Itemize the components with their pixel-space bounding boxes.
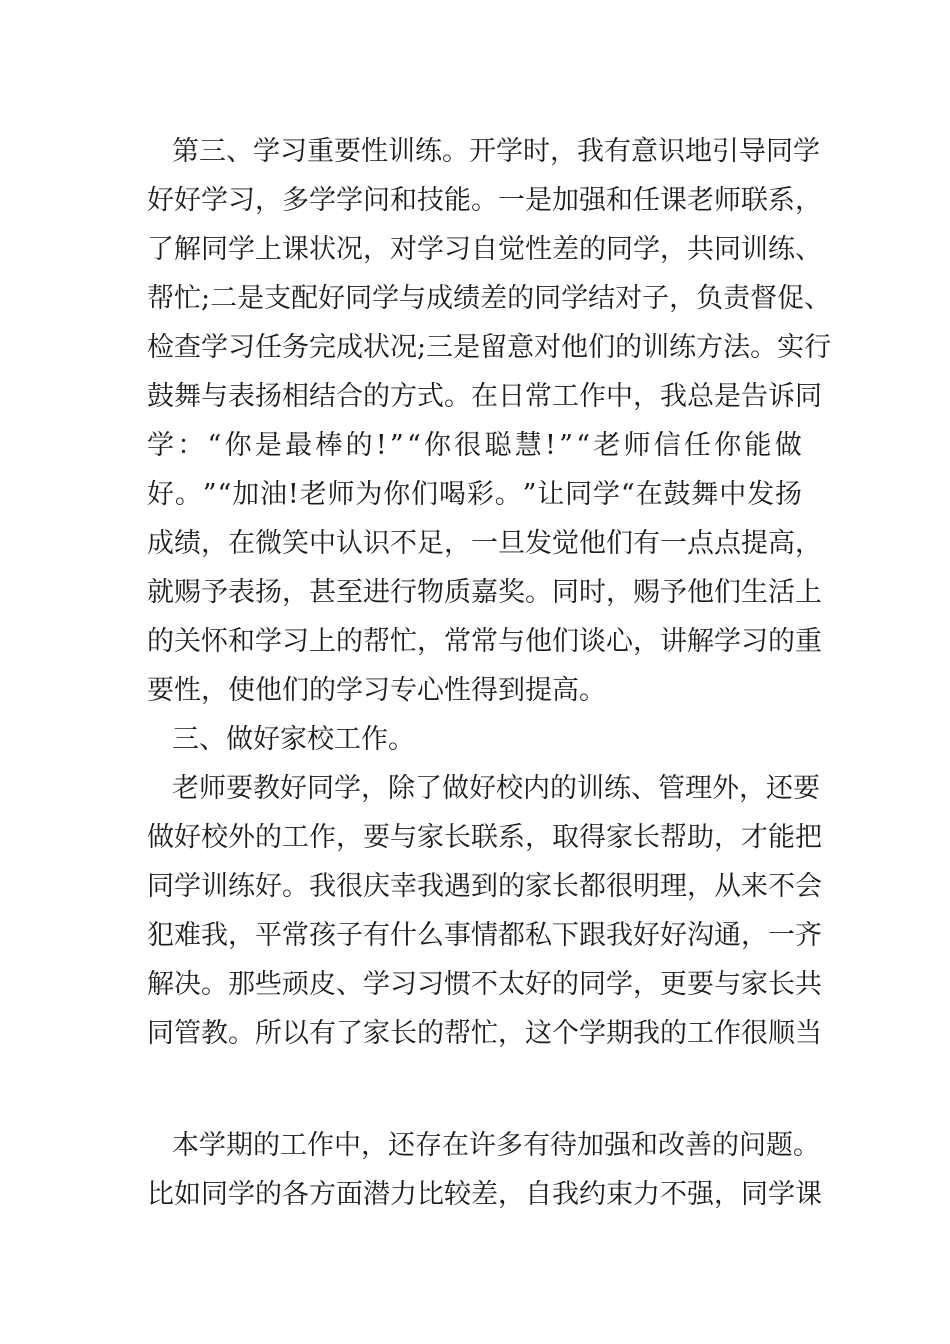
text-line: 好 好 学 习 ， 多 学 学 问 和 技 能 。 一 是 加 强 和 任 课 老 师 联 系 ， <box>147 185 822 216</box>
text-line: 就 赐 予 表 扬 ， 甚 至 进 行 物 质 嘉 奖 。 同 时 ， 赐 予 他 们 生 活 上 <box>147 577 822 608</box>
text-line: 第 三 、 学 习 重 要 性 训 练 。 开 学 时 ， 我 有 意 识 地 引 导 同 学 <box>172 136 820 167</box>
text-line: 本 学 期 的 工 作 中 ， 还 存 在 许 多 有 待 加 强 和 改 善 的 问 题 。 <box>172 1130 820 1161</box>
text-line: 比 如 同 学 的 各 方 面 潜 力 比 较 差 ， 自 我 约 束 力 不 强 ， 同 学 课 <box>147 1179 822 1210</box>
text-line: 帮 忙 ; 二 是 支 配 好 同 学 与 成 绩 差 的 同 学 结 对 子 ， 负 责 督 促 、 <box>147 283 832 314</box>
text-line: 学 ： “ 你 是 最 棒 的 ! ” “ 你 很 聪 慧 ! ” “ 老 师 信 任 你 能 做 <box>147 430 802 461</box>
text-line: 解 决 。 那 些 顽 皮 、 学 习 习 惯 不 太 好 的 同 学 ， 更 要 与 家 长 共 <box>147 969 822 1000</box>
text-line: 的 关 怀 和 学 习 上 的 帮 忙 ， 常 常 与 他 们 谈 心 ， 讲 解 学 习 的 重 <box>147 626 822 657</box>
text-line: 好 。 ” “ 加 油 ! 老 师 为 你 们 喝 彩 。 ” 让 同 学 “ 在 鼓 舞 中 发 扬 <box>147 479 802 510</box>
text-line: 检 查 学 习 任 务 完 成 状 况 ; 三 是 留 意 对 他 们 的 训 练 方 法 。 实 行 <box>147 332 832 363</box>
text-line: 成 绩 ， 在 微 笑 中 认 识 不 足 ， 一 旦 发 觉 他 们 有 一 点 点 提 高 ， <box>147 528 822 559</box>
text-line: 犯 难 我 ， 平 常 孩 子 有 什 么 事 情 都 私 下 跟 我 好 好 沟 通 ， 一 齐 <box>147 920 822 951</box>
section-heading: 三、做好家校工作。 <box>172 724 415 755</box>
text-line: 老 师 要 教 好 同 学 ， 除 了 做 好 校 内 的 训 练 、 管 理 外 ， 还 要 <box>172 773 820 804</box>
text-line: 同 管 教 。 所 以 有 了 家 长 的 帮 忙 ， 这 个 学 期 我 的 工 作 很 顺 当 <box>147 1018 822 1049</box>
text-line: 做 好 校 外 的 工 作 ， 要 与 家 长 联 系 ， 取 得 家 长 帮 助 ， 才 能 把 <box>147 822 822 853</box>
text-line: 了 解 同 学 上 课 状 况 ， 对 学 习 自 觉 性 差 的 同 学 ， 共 同 训 练 、 <box>147 234 822 265</box>
text-line: 鼓 舞 与 表 扬 相 结 合 的 方 式 。 在 日 常 工 作 中 ， 我 总 是 告 诉 同 <box>147 381 822 412</box>
text-line: 同 学 训 练 好 。 我 很 庆 幸 我 遇 到 的 家 长 都 很 明 理 ， 从 来 不 会 <box>147 871 822 902</box>
text-line: 要性，使他们的学习专心性得到提高。 <box>147 675 606 706</box>
